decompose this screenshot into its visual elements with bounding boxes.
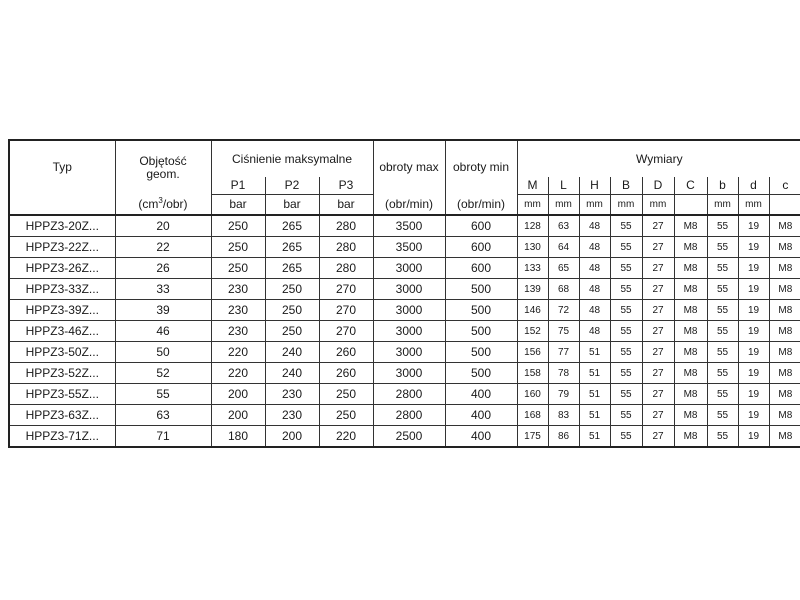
table-row — [9, 321, 800, 342]
cell-dim-c-lower: M8 — [769, 363, 800, 384]
cell-dim-d-lower: 19 — [738, 384, 769, 405]
cell-dim-c-upper: M8 — [674, 237, 707, 258]
cell-dim-c-lower: M8 — [769, 258, 800, 279]
cell-objetosc: 22 — [115, 237, 211, 258]
cell-dim-h: 48 — [579, 300, 610, 321]
cell-p3: 280 — [319, 258, 373, 279]
header-dim-b-lower: b — [707, 177, 738, 195]
cell-dim-m: 133 — [517, 258, 548, 279]
header-dim-c-lower: c — [769, 177, 800, 195]
cell-dim-l: 75 — [548, 321, 579, 342]
cell-dim-d-upper: 27 — [642, 300, 674, 321]
cell-dim-c-lower: M8 — [769, 215, 800, 237]
cell-p3: 280 — [319, 215, 373, 237]
cell-dim-c-lower: M8 — [769, 405, 800, 426]
cell-dim-d-upper: 27 — [642, 215, 674, 237]
cell-dim-d-upper: 27 — [642, 321, 674, 342]
table-row — [9, 426, 800, 448]
cell-obroty-max: 3000 — [373, 300, 445, 321]
cell-dim-c-upper: M8 — [674, 342, 707, 363]
cell-dim-b-upper: 55 — [610, 342, 642, 363]
cell-p1: 250 — [211, 215, 265, 237]
header-cisnienie: Ciśnienie maksymalne — [211, 140, 373, 177]
cell-obroty-max: 2800 — [373, 384, 445, 405]
cell-dim-m: 152 — [517, 321, 548, 342]
cell-obroty-min: 600 — [445, 215, 517, 237]
header-dim-c-upper: C — [674, 177, 707, 195]
cell-dim-l: 83 — [548, 405, 579, 426]
table-row — [9, 215, 800, 237]
cell-p3: 260 — [319, 342, 373, 363]
cell-typ: HPPZ3-22Z... — [9, 237, 115, 258]
cell-dim-d-upper: 27 — [642, 363, 674, 384]
cell-objetosc: 71 — [115, 426, 211, 448]
cell-typ: HPPZ3-46Z... — [9, 321, 115, 342]
cell-dim-d-lower: 19 — [738, 279, 769, 300]
cell-dim-c-upper: M8 — [674, 279, 707, 300]
cell-dim-h: 48 — [579, 215, 610, 237]
cell-dim-b-upper: 55 — [610, 258, 642, 279]
header-dim-m: M — [517, 177, 548, 195]
cell-dim-b-lower: 55 — [707, 405, 738, 426]
cell-p1: 230 — [211, 300, 265, 321]
cell-dim-d-upper: 27 — [642, 426, 674, 448]
cell-objetosc: 50 — [115, 342, 211, 363]
cell-p1: 230 — [211, 321, 265, 342]
cell-objetosc: 26 — [115, 258, 211, 279]
cell-dim-d-lower: 19 — [738, 363, 769, 384]
cell-typ: HPPZ3-52Z... — [9, 363, 115, 384]
cell-dim-m: 158 — [517, 363, 548, 384]
cell-obroty-max: 3000 — [373, 258, 445, 279]
cell-dim-c-lower: M8 — [769, 342, 800, 363]
cell-dim-m: 175 — [517, 426, 548, 448]
cell-p3: 250 — [319, 405, 373, 426]
cell-p2: 240 — [265, 342, 319, 363]
cell-typ: HPPZ3-63Z... — [9, 405, 115, 426]
header-objetosc-line2: geom. — [146, 166, 180, 181]
cell-obroty-max: 3000 — [373, 363, 445, 384]
cell-obroty-max: 2500 — [373, 426, 445, 448]
cell-p3: 250 — [319, 384, 373, 405]
cell-dim-l: 77 — [548, 342, 579, 363]
cell-p3: 270 — [319, 300, 373, 321]
cell-obroty-min: 500 — [445, 363, 517, 384]
cell-dim-d-lower: 19 — [738, 321, 769, 342]
cell-dim-b-upper: 55 — [610, 215, 642, 237]
cell-objetosc: 39 — [115, 300, 211, 321]
unit-dim-d-lower: mm — [738, 195, 769, 216]
cell-typ: HPPZ3-50Z... — [9, 342, 115, 363]
cell-obroty-max: 3000 — [373, 279, 445, 300]
header-dim-d-upper: D — [642, 177, 674, 195]
unit-typ — [9, 195, 115, 216]
cell-typ: HPPZ3-55Z... — [9, 384, 115, 405]
cell-dim-b-lower: 55 — [707, 237, 738, 258]
cell-dim-b-upper: 55 — [610, 405, 642, 426]
cell-dim-h: 51 — [579, 363, 610, 384]
cell-dim-d-lower: 19 — [738, 237, 769, 258]
cell-dim-b-lower: 55 — [707, 258, 738, 279]
cell-dim-d-upper: 27 — [642, 237, 674, 258]
cell-p1: 200 — [211, 405, 265, 426]
cell-p3: 260 — [319, 363, 373, 384]
header-dim-l: L — [548, 177, 579, 195]
cell-dim-c-upper: M8 — [674, 321, 707, 342]
cell-obroty-max: 2800 — [373, 405, 445, 426]
cell-dim-b-upper: 55 — [610, 321, 642, 342]
cell-dim-c-lower: M8 — [769, 321, 800, 342]
cell-dim-l: 72 — [548, 300, 579, 321]
cell-p2: 200 — [265, 426, 319, 448]
cell-objetosc: 33 — [115, 279, 211, 300]
cell-dim-d-upper: 27 — [642, 342, 674, 363]
cell-dim-d-lower: 19 — [738, 215, 769, 237]
cell-p1: 180 — [211, 426, 265, 448]
cell-obroty-min: 600 — [445, 258, 517, 279]
unit-dim-b-lower: mm — [707, 195, 738, 216]
unit-p1: bar — [211, 195, 265, 216]
cell-obroty-max: 3500 — [373, 237, 445, 258]
cell-dim-l: 86 — [548, 426, 579, 448]
cell-dim-h: 48 — [579, 258, 610, 279]
cell-dim-c-upper: M8 — [674, 363, 707, 384]
cell-dim-d-lower: 19 — [738, 258, 769, 279]
cell-dim-m: 156 — [517, 342, 548, 363]
cell-dim-c-upper: M8 — [674, 258, 707, 279]
cell-dim-d-upper: 27 — [642, 405, 674, 426]
cell-objetosc: 46 — [115, 321, 211, 342]
cell-dim-h: 51 — [579, 384, 610, 405]
cell-p3: 270 — [319, 279, 373, 300]
cell-dim-h: 51 — [579, 405, 610, 426]
cell-typ: HPPZ3-26Z... — [9, 258, 115, 279]
cell-typ: HPPZ3-71Z... — [9, 426, 115, 448]
cell-dim-h: 48 — [579, 237, 610, 258]
cell-dim-l: 79 — [548, 384, 579, 405]
header-objetosc — [115, 140, 211, 195]
table-row — [9, 342, 800, 363]
cell-obroty-min: 600 — [445, 237, 517, 258]
cell-typ: HPPZ3-39Z... — [9, 300, 115, 321]
cell-p1: 230 — [211, 279, 265, 300]
cell-p3: 220 — [319, 426, 373, 448]
table-row — [9, 405, 800, 426]
cell-p2: 250 — [265, 300, 319, 321]
header-obroty-min: obroty min — [445, 140, 517, 195]
cell-dim-d-upper: 27 — [642, 384, 674, 405]
cell-p1: 250 — [211, 237, 265, 258]
cell-dim-l: 78 — [548, 363, 579, 384]
cell-dim-c-upper: M8 — [674, 426, 707, 448]
cell-dim-c-lower: M8 — [769, 279, 800, 300]
cell-p2: 265 — [265, 258, 319, 279]
cell-dim-m: 146 — [517, 300, 548, 321]
cell-p3: 270 — [319, 321, 373, 342]
cell-dim-c-upper: M8 — [674, 300, 707, 321]
cell-dim-l: 63 — [548, 215, 579, 237]
cell-dim-b-lower: 55 — [707, 300, 738, 321]
header-p3: P3 — [319, 177, 373, 195]
cell-dim-c-upper: M8 — [674, 384, 707, 405]
cell-dim-c-lower: M8 — [769, 384, 800, 405]
cell-dim-d-lower: 19 — [738, 426, 769, 448]
unit-dim-d-upper: mm — [642, 195, 674, 216]
table-row — [9, 300, 800, 321]
unit-obroty-min: (obr/min) — [445, 195, 517, 216]
cell-p2: 230 — [265, 405, 319, 426]
cell-dim-b-lower: 55 — [707, 384, 738, 405]
pump-spec-table — [8, 139, 800, 448]
cell-dim-b-upper: 55 — [610, 300, 642, 321]
header-typ: Typ — [9, 140, 115, 195]
cell-dim-h: 51 — [579, 342, 610, 363]
table-row — [9, 237, 800, 258]
cell-p1: 200 — [211, 384, 265, 405]
cell-dim-m: 168 — [517, 405, 548, 426]
header-dim-b-upper: B — [610, 177, 642, 195]
cell-objetosc: 52 — [115, 363, 211, 384]
unit-dim-c-lower — [769, 195, 800, 216]
cell-dim-m: 130 — [517, 237, 548, 258]
header-p2: P2 — [265, 177, 319, 195]
cell-dim-b-lower: 55 — [707, 321, 738, 342]
cell-p1: 220 — [211, 363, 265, 384]
cell-obroty-max: 3000 — [373, 321, 445, 342]
unit-p2: bar — [265, 195, 319, 216]
header-objetosc-line1: Objętość — [139, 153, 187, 168]
cell-dim-b-upper: 55 — [610, 363, 642, 384]
unit-obroty-max: (obr/min) — [373, 195, 445, 216]
cell-objetosc: 63 — [115, 405, 211, 426]
cell-typ: HPPZ3-20Z... — [9, 215, 115, 237]
unit-dim-b-upper: mm — [610, 195, 642, 216]
header-dim-d-lower: d — [738, 177, 769, 195]
cell-obroty-min: 500 — [445, 342, 517, 363]
unit-dim-h: mm — [579, 195, 610, 216]
cell-dim-m: 139 — [517, 279, 548, 300]
cell-p1: 220 — [211, 342, 265, 363]
cell-dim-c-upper: M8 — [674, 405, 707, 426]
cell-p1: 250 — [211, 258, 265, 279]
cell-typ: HPPZ3-33Z... — [9, 279, 115, 300]
cell-dim-c-lower: M8 — [769, 426, 800, 448]
cell-dim-c-lower: M8 — [769, 300, 800, 321]
table-row — [9, 363, 800, 384]
unit-p3: bar — [319, 195, 373, 216]
cell-obroty-max: 3000 — [373, 342, 445, 363]
cell-objetosc: 20 — [115, 215, 211, 237]
unit-dim-m: mm — [517, 195, 548, 216]
header-p1: P1 — [211, 177, 265, 195]
cell-dim-h: 51 — [579, 426, 610, 448]
cell-dim-h: 48 — [579, 279, 610, 300]
cell-dim-l: 64 — [548, 237, 579, 258]
cell-dim-l: 65 — [548, 258, 579, 279]
cell-dim-b-lower: 55 — [707, 215, 738, 237]
cell-p2: 250 — [265, 321, 319, 342]
header-obroty-max: obroty max — [373, 140, 445, 195]
cell-p2: 230 — [265, 384, 319, 405]
unit-dim-c-upper — [674, 195, 707, 216]
cell-dim-b-lower: 55 — [707, 342, 738, 363]
table-row — [9, 258, 800, 279]
cell-p2: 265 — [265, 215, 319, 237]
cell-dim-d-upper: 27 — [642, 279, 674, 300]
cell-p2: 265 — [265, 237, 319, 258]
cell-dim-c-lower: M8 — [769, 237, 800, 258]
header-wymiary: Wymiary — [517, 140, 800, 177]
cell-obroty-min: 400 — [445, 426, 517, 448]
cell-obroty-min: 500 — [445, 321, 517, 342]
cell-dim-m: 128 — [517, 215, 548, 237]
cell-obroty-min: 400 — [445, 384, 517, 405]
header-dim-h: H — [579, 177, 610, 195]
cell-obroty-min: 500 — [445, 279, 517, 300]
cell-obroty-max: 3500 — [373, 215, 445, 237]
cell-dim-b-upper: 55 — [610, 279, 642, 300]
cell-dim-c-upper: M8 — [674, 215, 707, 237]
cell-dim-d-upper: 27 — [642, 258, 674, 279]
cell-dim-m: 160 — [517, 384, 548, 405]
cell-objetosc: 55 — [115, 384, 211, 405]
cell-dim-d-lower: 19 — [738, 342, 769, 363]
cell-obroty-min: 400 — [445, 405, 517, 426]
cell-dim-b-lower: 55 — [707, 426, 738, 448]
cell-dim-l: 68 — [548, 279, 579, 300]
cell-p2: 250 — [265, 279, 319, 300]
cell-obroty-min: 500 — [445, 300, 517, 321]
unit-dim-l: mm — [548, 195, 579, 216]
cell-dim-b-lower: 55 — [707, 363, 738, 384]
cell-p2: 240 — [265, 363, 319, 384]
cell-dim-d-lower: 19 — [738, 300, 769, 321]
cell-dim-d-lower: 19 — [738, 405, 769, 426]
table-row — [9, 384, 800, 405]
unit-objetosc: $(cm^3/obr)$ — [115, 195, 211, 216]
cell-dim-b-upper: 55 — [610, 384, 642, 405]
cell-dim-h: 48 — [579, 321, 610, 342]
cell-dim-b-upper: 55 — [610, 426, 642, 448]
cell-dim-b-lower: 55 — [707, 279, 738, 300]
cell-p3: 280 — [319, 237, 373, 258]
cell-dim-b-upper: 55 — [610, 237, 642, 258]
table-row — [9, 279, 800, 300]
